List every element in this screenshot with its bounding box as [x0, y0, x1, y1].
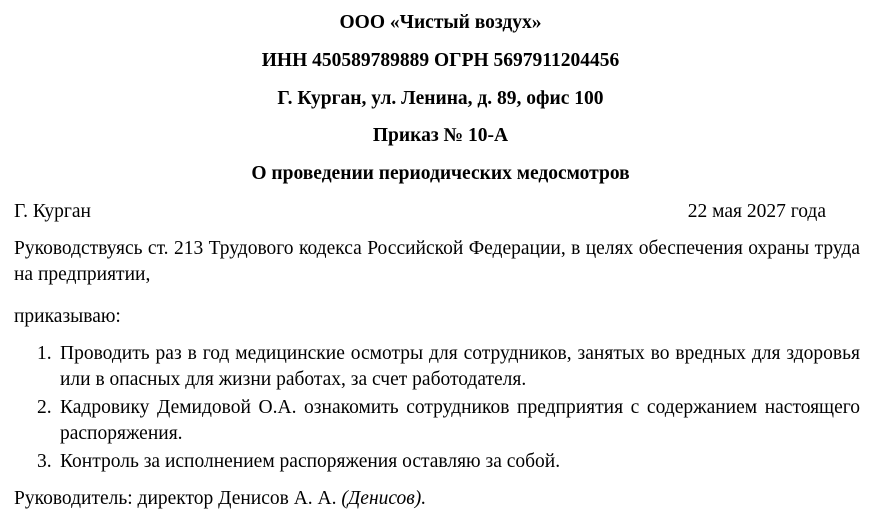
- signature-handwritten: (Денисов).: [341, 488, 427, 509]
- order-word: приказываю:: [14, 306, 121, 327]
- order-item-number: 2.: [37, 397, 52, 418]
- order-date: 22 мая 2027 года: [687, 201, 826, 222]
- company-registration: ИНН 450589789889 ОГРН 5697911204456: [261, 50, 620, 71]
- order-preamble: Руководствуясь ст. 213 Трудового кодекса Российской Федерации, в целях обеспечения охраны труда на предприятии,: [14, 238, 860, 285]
- company-address: Г. Курган, ул. Ленина, д. 89, офис 100: [277, 88, 604, 109]
- order-item-3: [0, 449, 860, 475]
- order-item-number: 1.: [37, 343, 52, 364]
- order-items: [0, 341, 881, 477]
- order-item-1: [0, 341, 860, 393]
- company-name: ООО «Чистый воздух»: [339, 12, 542, 33]
- signature-label: Руководитель: директор Денисов А. А.: [14, 488, 337, 509]
- place-and-date: [14, 199, 826, 224]
- order-item-number: 3.: [37, 451, 52, 472]
- order-number: Приказ № 10-А: [372, 125, 509, 146]
- order-subject: О проведении периодических медосмотров: [251, 163, 630, 184]
- order-item-text: Кадровику Демидовой О.А. ознакомить сотрудников предприятия с содержанием настоящего распоряжения.: [60, 397, 860, 444]
- signature-line: [14, 486, 426, 511]
- order-item-2: [0, 395, 860, 447]
- order-city: Г. Курган: [14, 201, 91, 222]
- order-item-text: Проводить раз в год медицинские осмотры для сотрудников, занятых во вредных для здоровья или в опасных для жизни работах, за счет работодателя.: [60, 343, 860, 390]
- order-item-text: Контроль за исполнением распоряжения оставляю за собой.: [60, 451, 561, 472]
